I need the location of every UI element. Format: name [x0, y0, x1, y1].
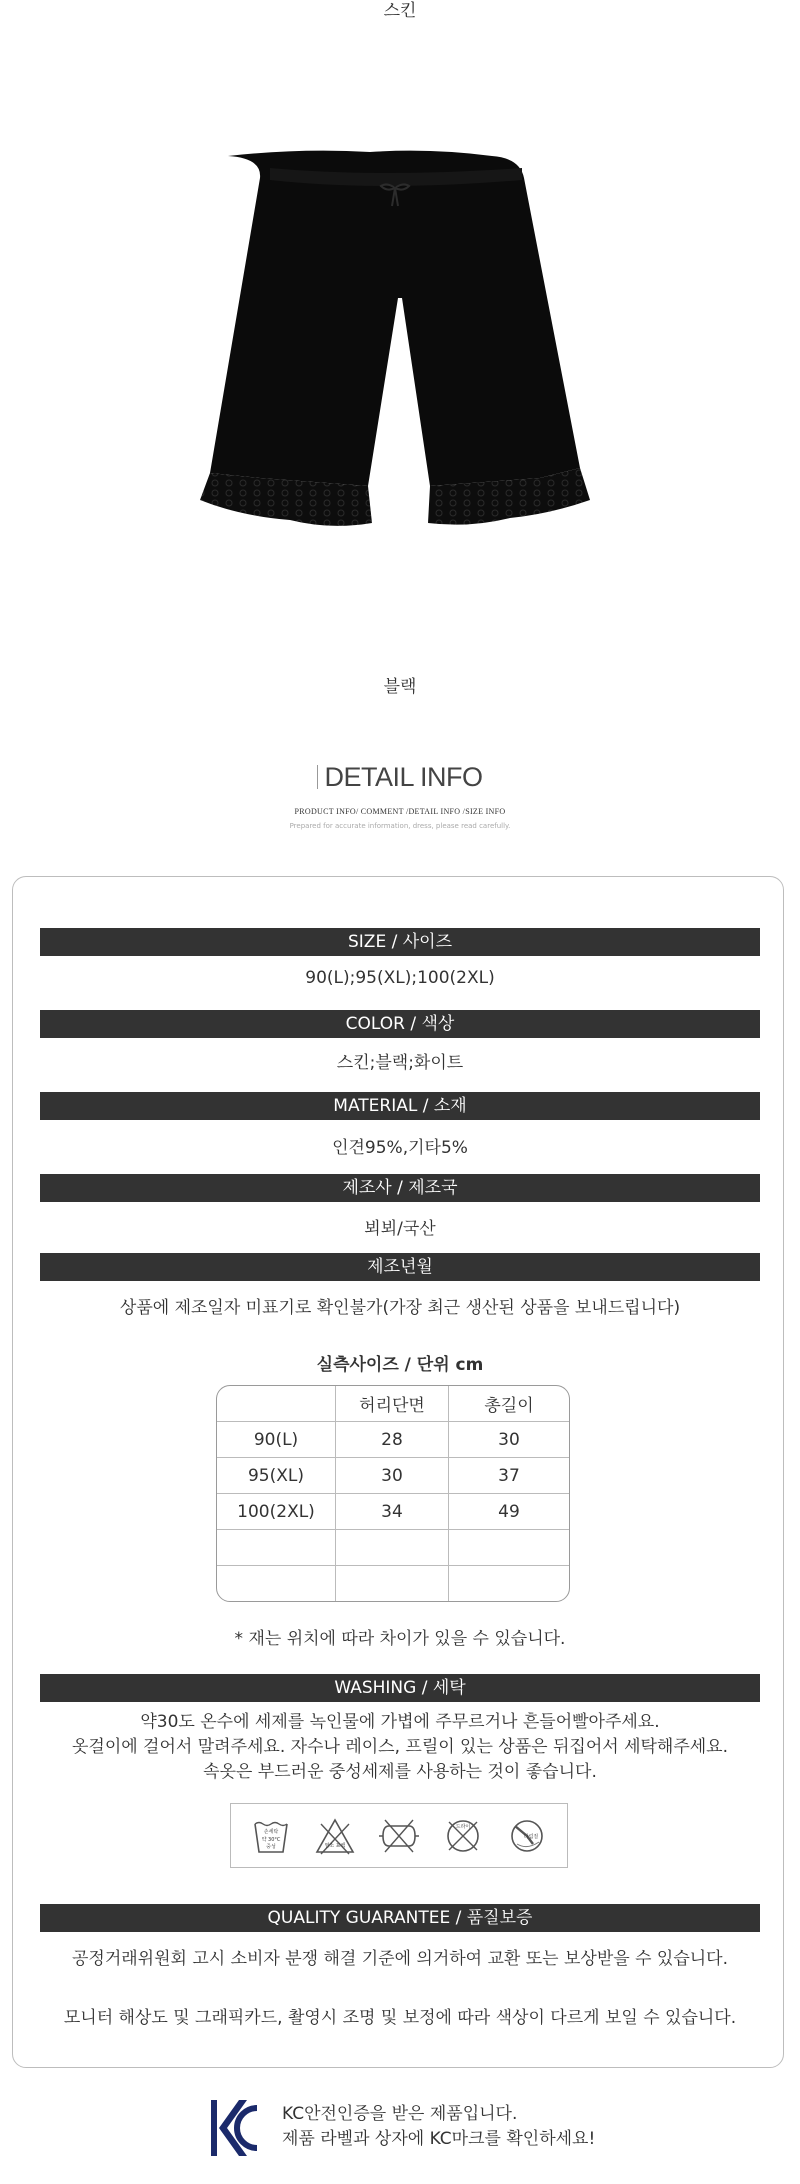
detail-info-nav: PRODUCT INFO/ COMMENT /DETAIL INFO /SIZE INFO [294, 807, 506, 816]
kc-text-line: KC안전인증을 받은 제품입니다. [282, 2104, 518, 2124]
color-header: COLOR / 색상 [40, 1010, 760, 1038]
table-cell [217, 1566, 336, 1602]
table-cell [217, 1530, 336, 1566]
table-cell: 28 [336, 1422, 449, 1458]
material-header: MATERIAL / 소재 [40, 1092, 760, 1120]
washing-text [0, 1710, 800, 1785]
svg-text:다림질: 다림질 [523, 1833, 539, 1840]
svg-text:약 30°C: 약 30°C [261, 1836, 281, 1843]
table-cell [449, 1530, 570, 1566]
measure-table [216, 1385, 570, 1602]
quality-text-color-notice: 모니터 해상도 및 그래픽카드, 촬영시 조명 및 보정에 따라 색상이 다르게 보일 수 있습니다. [63, 2008, 737, 2028]
detail-info-title: DETAIL INFO [0, 762, 800, 793]
kc-mark-logo [209, 2094, 261, 2162]
washing-line: 옷걸이에 걸어서 말려주세요. 자수나 레이스, 프릴이 있는 상품은 뒤집어서 세탁해주세요. [71, 1737, 729, 1757]
maker-header: 제조사 / 제조국 [40, 1174, 760, 1202]
table-cell [449, 1566, 570, 1602]
measure-note: * 재는 위치에 따라 차이가 있을 수 있습니다. [234, 1629, 566, 1649]
table-cell: 30 [336, 1458, 449, 1494]
quality-text-exchange: 공정거래위원회 고시 소비자 분쟁 해결 기준에 의거하여 교환 또는 보상받을 수 있습니다. [71, 1949, 729, 1969]
size-value: 90(L);95(XL);100(2XL) [305, 968, 495, 988]
no-bleach-icon [313, 1814, 357, 1858]
table-cell: 95(XL) [217, 1458, 336, 1494]
table-row [217, 1494, 569, 1530]
washing-header: WASHING / 세탁 [40, 1674, 760, 1702]
hand-wash-icon [249, 1814, 293, 1858]
table-row [217, 1458, 569, 1494]
kc-certification-text [282, 2102, 595, 2152]
table-row [217, 1530, 569, 1566]
no-tumble-dry-icon [441, 1814, 485, 1858]
table-cell: 34 [336, 1494, 449, 1530]
svg-text:중성: 중성 [266, 1843, 276, 1850]
maker-value: 뵈뵈/국산 [364, 1219, 436, 1239]
table-row [217, 1566, 569, 1602]
table-cell: 100(2XL) [217, 1494, 336, 1530]
size-header: SIZE / 사이즈 [40, 928, 760, 956]
color-caption-skin: 스킨 [383, 1, 417, 21]
table-cell: 30 [449, 1422, 570, 1458]
table-cell [336, 1530, 449, 1566]
manufacture-date-value: 상품에 제조일자 미표기로 확인불가(가장 최근 생산된 상품을 보내드립니다) [119, 1298, 681, 1318]
product-photo-black-shorts [110, 148, 690, 598]
iron-icon [505, 1814, 549, 1858]
table-cell: 90(L) [217, 1422, 336, 1458]
table-header-cell: 허리단면 [336, 1386, 449, 1422]
table-header-cell [217, 1386, 336, 1422]
color-caption-black: 블랙 [383, 677, 417, 697]
detail-info-subtitle: Prepared for accurate information, dress, please read carefully. [289, 822, 511, 830]
shorts-body [210, 151, 580, 486]
manufacture-date-header: 제조년월 [40, 1253, 760, 1281]
color-value: 스킨;블랙;화이트 [336, 1053, 464, 1073]
washing-line: 속옷은 부드러운 중성세제를 사용하는 것이 좋습니다. [203, 1762, 597, 1782]
detail-info-header [0, 762, 800, 830]
svg-text:드라이: 드라이 [455, 1823, 471, 1830]
kc-text-line: 제품 라벨과 상자에 KC마크를 확인하세요! [282, 2129, 596, 2149]
quality-header: QUALITY GUARANTEE / 품질보증 [40, 1904, 760, 1932]
care-label-icons [230, 1803, 568, 1868]
no-wring-icon [377, 1814, 421, 1858]
table-cell [336, 1566, 449, 1602]
measure-title: 실측사이즈 / 단위 cm [316, 1355, 484, 1375]
washing-line: 약30도 온수에 세제를 녹인물에 가볍에 주무르거나 흔들어빨아주세요. [140, 1712, 660, 1732]
table-header-cell: 총길이 [449, 1386, 570, 1422]
svg-text:손세탁: 손세탁 [263, 1828, 279, 1835]
svg-text:염소 표백: 염소 표백 [324, 1842, 346, 1849]
table-row [217, 1422, 569, 1458]
table-cell: 37 [449, 1458, 570, 1494]
material-value: 인견95%,기타5% [332, 1138, 468, 1158]
table-header-row [217, 1386, 569, 1422]
table-cell: 49 [449, 1494, 570, 1530]
